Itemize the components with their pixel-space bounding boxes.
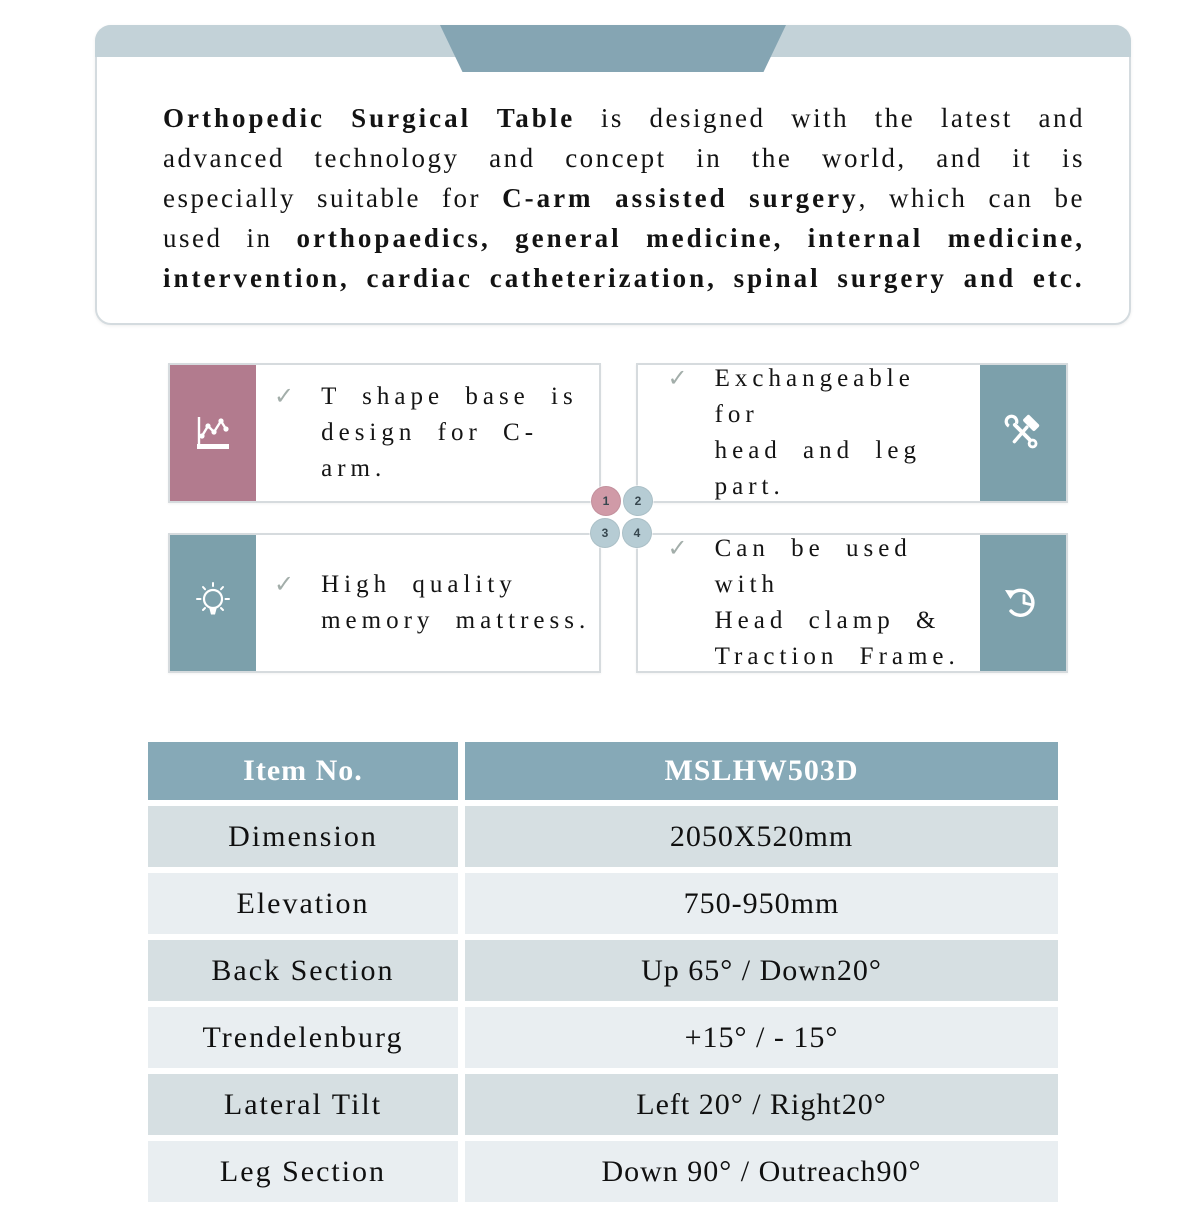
table-row <box>148 1007 1058 1068</box>
header-item-no: Item No. <box>148 742 458 800</box>
chart-icon <box>189 409 237 457</box>
feature-card-headclamp <box>636 533 1069 673</box>
bulb-icon-panel <box>170 535 256 671</box>
table-row <box>148 873 1058 934</box>
check-icon: ✓ <box>274 384 295 410</box>
check-icon: ✓ <box>667 366 688 392</box>
intro-bold-title: Orthopedic Surgical Table <box>163 103 576 133</box>
feature-line: head and leg part. <box>714 437 921 500</box>
chart-icon-panel <box>170 365 256 501</box>
feature-line: Exchangeable for <box>714 365 915 428</box>
row-value: Down 90° / Outreach90° <box>465 1141 1058 1202</box>
feature-line: Head clamp & <box>714 607 941 634</box>
intro-bold-carm: C-arm assisted surgery <box>502 183 859 213</box>
intro-body-text: is designed with the latest and advanced technology and concept in the world, and it is especially suitable for <box>163 103 1085 213</box>
table-row <box>148 1074 1058 1135</box>
row-label: Dimension <box>148 806 458 867</box>
history-icon <box>999 579 1047 627</box>
check-icon: ✓ <box>667 536 688 562</box>
step-badge-4: 4 <box>622 518 652 548</box>
row-value: 750-950mm <box>465 873 1058 934</box>
row-value: 2050X520mm <box>465 806 1058 867</box>
step-badge-2: 2 <box>623 486 653 516</box>
feature-line: Traction Frame. <box>714 643 960 670</box>
intro-card <box>95 25 1131 325</box>
tools-icon <box>1000 410 1046 456</box>
row-label: Back Section <box>148 940 458 1001</box>
intro-bold-uses: orthopaedics, general medicine, internal medicine, intervention, cardiac catheterization, spinal surgery and etc. <box>163 223 1085 293</box>
feature-line: Can be used with <box>714 535 912 598</box>
feature-line: memory mattress. <box>321 607 591 634</box>
features-section <box>168 363 1068 673</box>
intro-paragraph <box>163 98 1085 298</box>
intro-body-text: , which can be used in <box>163 183 1085 253</box>
table-row <box>148 940 1058 1001</box>
table-row <box>148 806 1058 867</box>
row-value: Up 65° / Down20° <box>465 940 1058 1001</box>
feature-line: T shape base is <box>321 383 578 410</box>
row-label: Trendelenburg <box>148 1007 458 1068</box>
tools-icon-panel <box>980 365 1066 501</box>
spec-table <box>148 742 1058 1208</box>
bulb-icon <box>189 579 237 627</box>
feature-card-tshape <box>168 363 601 503</box>
feature-card-exchangeable <box>636 363 1069 503</box>
row-label: Leg Section <box>148 1141 458 1202</box>
table-header-row <box>148 742 1058 800</box>
feature-line: High quality <box>321 571 517 598</box>
header-model: MSLHW503D <box>465 742 1058 800</box>
feature-card-mattress <box>168 533 601 673</box>
history-icon-panel <box>980 535 1066 671</box>
row-label: Lateral Tilt <box>148 1074 458 1135</box>
row-value: +15° / - 15° <box>465 1007 1058 1068</box>
check-icon: ✓ <box>274 572 295 598</box>
row-value: Left 20° / Right20° <box>465 1074 1058 1135</box>
step-badge-1: 1 <box>591 486 621 516</box>
feature-line: design for C-arm. <box>321 419 539 482</box>
table-row <box>148 1141 1058 1202</box>
row-label: Elevation <box>148 873 458 934</box>
intro-header-tab <box>440 25 786 72</box>
step-badge-3: 3 <box>590 518 620 548</box>
